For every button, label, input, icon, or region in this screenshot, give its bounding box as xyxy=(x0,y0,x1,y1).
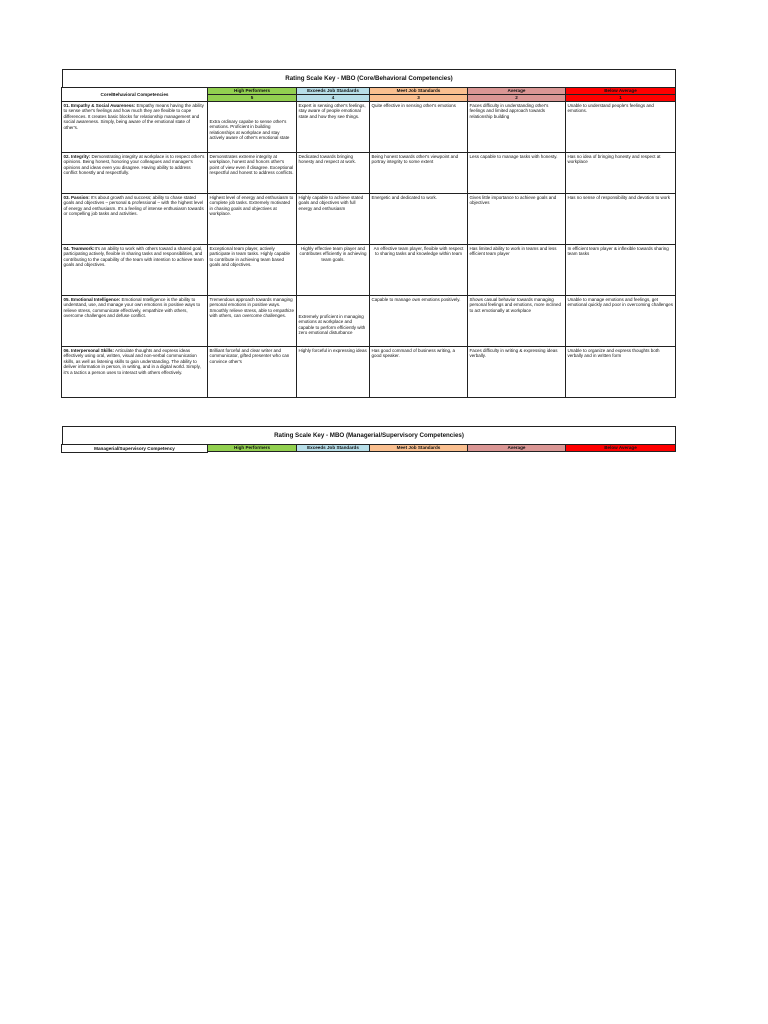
competency-description: Demonstrating integrity at workplace is to respect other's opinions. Being honest, honoring your colleagues and manager's opinions and ideas even you disagree. Having ability to address conflict honestly and respectfully. xyxy=(63,154,205,176)
rating-4-cell: Dedicated towards bringing honesty and respect at work. xyxy=(296,152,370,194)
rating-2-cell: Has limited ability to work in teams and less efficient team player xyxy=(467,244,566,296)
competency-teamwork xyxy=(61,244,208,296)
rating-3-cell: Quite effective in sensing other's emotions xyxy=(369,101,468,153)
score-meet: 3 xyxy=(369,94,468,102)
level-header-exceeds: Exceeds Job Standards xyxy=(296,87,370,95)
competency-integrity xyxy=(61,152,208,194)
rating-5-cell: Highest level of energy and enthusiasm to complete job tasks. Extremely motivated in chasing goals and objectives at workplace. xyxy=(207,193,297,245)
competency-name: 04. Teamwork: xyxy=(63,246,95,251)
rating-2-cell: Gives little importance to achieve goals and objectives xyxy=(467,193,566,245)
core-competencies-rating-table xyxy=(62,69,676,398)
rating-2-cell: Faces difficulty in understanding other's feelings and limited approach towards relationship building xyxy=(467,101,566,153)
level-header-meet: Meet Job Standards xyxy=(369,87,468,95)
score-below: 1 xyxy=(565,94,676,102)
score-exceeds: 4 xyxy=(296,94,370,102)
competency-name: 02. Integrity: xyxy=(63,154,91,159)
rating-2-cell: Less capable to manage tasks with honesty. xyxy=(467,152,566,194)
competency-description: Articulate thoughts and express ideas effectively using oral, written, visual and non-verbal communication skills, as well as listening skills to gain understanding. The ability to deliver information in person, in writing, and in a digital world. Simply, it's a tactics a person uses to interact with others effectively. xyxy=(63,348,201,375)
rating-2-cell: Shows casual behavior towards managing personal feelings and emotions, more inclined to act emotionally at workplace xyxy=(467,295,566,347)
level-header-below: Below Average xyxy=(565,444,676,452)
rating-2-cell: Faces difficulty in writing & expressing ideas verbally. xyxy=(467,346,566,398)
rating-4-cell: Highly forceful in expressing ideas xyxy=(296,346,370,398)
table-title: Rating Scale Key - MBO (Managerial/Supervisory Competencies) xyxy=(62,426,676,445)
rating-3-cell: Being honest towards other's viewpoint and portray integrity to some extent xyxy=(369,152,468,194)
competency-emotional-intelligence xyxy=(61,295,208,347)
level-header-below: Below Average xyxy=(565,87,676,95)
competency-name: 06. Interpersonal Skills: xyxy=(63,348,115,353)
level-header-average: Average xyxy=(467,444,566,452)
category-header: Core/Behavioral Competencies xyxy=(61,87,208,102)
rating-3-cell: Has good command of business writing, a good speaker. xyxy=(369,346,468,398)
rating-5-cell: Demonstrates extreme integrity at workplace, honest and honors other's point of view even if disagree. Exceptional respectful and honest to address conflicts. xyxy=(207,152,297,194)
rating-1-cell: Unable to manage emotions and feelings, get emotional quickly and poor in overcoming challenges xyxy=(565,295,676,347)
competency-interpersonal-skills xyxy=(61,346,208,398)
rating-4-cell: Extremely proficient in managing emotions at workplace and capable to perform efficiently with zero emotional disturbance xyxy=(296,295,370,347)
rating-3-cell: An effective team player, flexible with respect to sharing tasks and knowledge within team xyxy=(369,244,468,296)
score-average: 2 xyxy=(467,94,566,102)
competency-name: 05. Emotional Intelligence: xyxy=(63,297,121,302)
rating-1-cell: Unable to understand people's feelings and emotions. xyxy=(565,101,676,153)
competency-passion xyxy=(61,193,208,245)
rating-5-cell: Brilliant forceful and clear writer and communicator, gifted presenter who can convince other's xyxy=(207,346,297,398)
level-header-high: High Performers xyxy=(207,87,297,95)
level-header-average: Average xyxy=(467,87,566,95)
managerial-competencies-rating-table xyxy=(62,426,676,453)
rating-4-cell: Highly effective team player and contributes efficiently in achieving team goals. xyxy=(296,244,370,296)
level-header-high: High Performers xyxy=(207,444,297,452)
rating-4-cell: Expert in sensing other's feelings, stay aware of people emotional state and how they see things. xyxy=(296,101,370,153)
rating-1-cell: Has no sense of responsibility and devotion to work xyxy=(565,193,676,245)
competency-name: 01. Empathy & Social Awareness: xyxy=(63,103,136,108)
level-header-meet: Meet Job Standards xyxy=(369,444,468,452)
competency-description: It's an ability to work with others toward a shared goal, participating actively, flexible in sharing tasks and responsibilities, and contributing to the capability of the team with intention to achieve team goals and objectives. xyxy=(63,246,204,268)
level-header-exceeds: Exceeds Job Standards xyxy=(296,444,370,452)
rating-3-cell: Energetic and dedicated to work. xyxy=(369,193,468,245)
rating-5-cell: Tremendous approach towards managing personal emotions in positive ways. Smoothly relieve stress, able to empathize with others, can overcome challenges. xyxy=(207,295,297,347)
rating-1-cell: In efficient team player & inflexible towards sharing team tasks xyxy=(565,244,676,296)
competency-name: 03. Passion: xyxy=(63,195,90,200)
rating-1-cell: Unable to organize and express thoughts both verbally and in written form xyxy=(565,346,676,398)
rating-3-cell: Capable to manage own emotions positively. xyxy=(369,295,468,347)
table-title: Rating Scale Key - MBO (Core/Behavioral Competencies) xyxy=(62,69,676,88)
competency-description: Emotional Intelligence is the ability to understand, use, and manage your own emotions in positive ways to relieve stress, communicate effectively, empathize with others, overcome challenges and defuse conflict. xyxy=(63,297,201,319)
category-header: Managerial/Supervisory Competency xyxy=(61,444,208,453)
rating-1-cell: Has no idea of bringing honesty and respect at workplace xyxy=(565,152,676,194)
competency-description: It's about growth and success; ability to chase stated goals and objectives – personal & professional – with the highest level of energy and enthusiasm. It's a feeling of intense enthusiasm towards or compelling job tasks and activities. xyxy=(63,195,204,217)
rating-5-cell: Exceptional team player, actively participate in team tasks. Highly capable to contribute in achieving team based goals and objectives. xyxy=(207,244,297,296)
competency-empathy xyxy=(61,101,208,153)
score-high: 5 xyxy=(207,94,297,102)
rating-5-cell: Extra ordinary capabe to sense other's emotions. Proficient in building relationships at workplace and stay actively aware of other's emotional state xyxy=(207,101,297,153)
rating-4-cell: Highly capable to achieve stated goals and objectives with full energy and enthusiasm xyxy=(296,193,370,245)
competency-description: Empathy means having the ability to sense other's feelings and how much they are flexible to cope differences. It creates basic blocks for relationship management and social awareness. Simply, being aware of the emotional state of other's. xyxy=(63,103,204,130)
